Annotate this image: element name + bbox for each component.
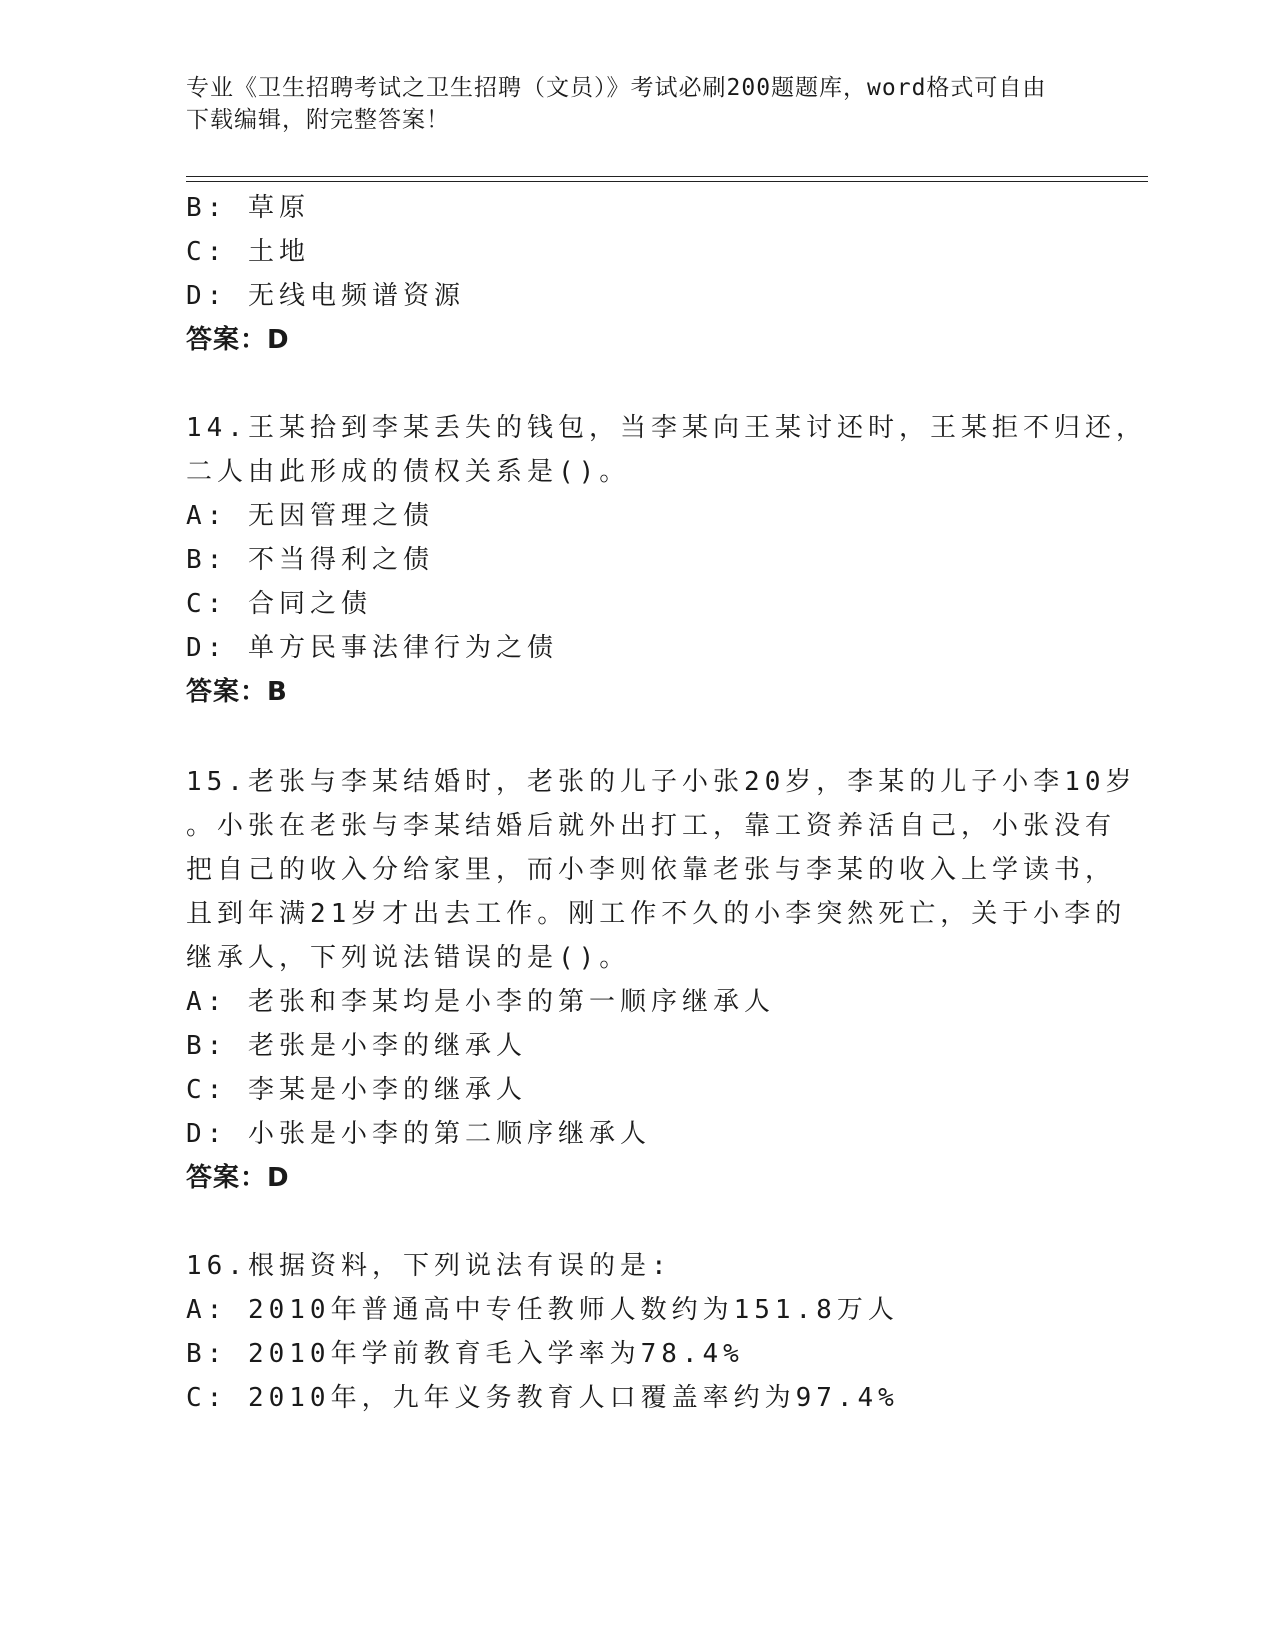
q15-answer: 答案：D: [186, 1163, 290, 1193]
q14-stem-line1: 14.王某拾到李某丢失的钱包，当李某向王某讨还时，王某拒不归还，: [186, 413, 1147, 443]
q15-stem-line2: 。小张在老张与李某结婚后就外出打工，靠工资养活自己，小张没有: [186, 811, 1117, 841]
q15-stem-line4: 且到年满21岁才出去工作。刚工作不久的小李突然死亡，关于小李的: [186, 899, 1127, 929]
document-header: 专业《卫生招聘考试之卫生招聘（文员）》考试必刷200题题库，word格式可自由下载编辑，附完整答案！: [186, 75, 1047, 133]
header-divider-bottom: [186, 181, 1148, 182]
q15-stem-line5: 继承人，下列说法错误的是()。: [186, 943, 631, 973]
q13-option-c: C: 土地: [186, 237, 310, 267]
q14-option-b: B: 不当得利之债: [186, 545, 434, 575]
q15-option-d: D: 小张是小李的第二顺序继承人: [186, 1119, 651, 1149]
q14-option-a: A: 无因管理之债: [186, 501, 434, 531]
q15-stem-line1: 15.老张与李某结婚时，老张的儿子小张20岁，李某的儿子小李10岁: [186, 767, 1137, 797]
q15-stem-line3: 把自己的收入分给家里，而小李则依靠老张与李某的收入上学读书，: [186, 855, 1117, 885]
q14-option-c: C: 合同之债: [186, 589, 372, 619]
q13-option-d: D: 无线电频谱资源: [186, 281, 465, 311]
q16-option-a: A: 2010年普通高中专任教师人数约为151.8万人: [186, 1295, 899, 1325]
q16-option-c: C: 2010年，九年义务教育人口覆盖率约为97.4%: [186, 1383, 899, 1413]
q13-option-b: B: 草原: [186, 193, 310, 223]
q14-option-d: D: 单方民事法律行为之债: [186, 633, 558, 663]
q14-stem-line2: 二人由此形成的债权关系是()。: [186, 457, 631, 487]
q15-option-a: A: 老张和李某均是小李的第一顺序继承人: [186, 987, 775, 1017]
q15-option-b: B: 老张是小李的继承人: [186, 1031, 527, 1061]
q16-option-b: B: 2010年学前教育毛入学率为78.4%: [186, 1339, 744, 1369]
q14-answer: 答案：B: [186, 677, 288, 707]
q13-answer: 答案：D: [186, 325, 290, 355]
header-divider-top: [186, 176, 1148, 177]
q15-option-c: C: 李某是小李的继承人: [186, 1075, 527, 1105]
q16-stem-line1: 16.根据资料，下列说法有误的是:: [186, 1251, 672, 1281]
